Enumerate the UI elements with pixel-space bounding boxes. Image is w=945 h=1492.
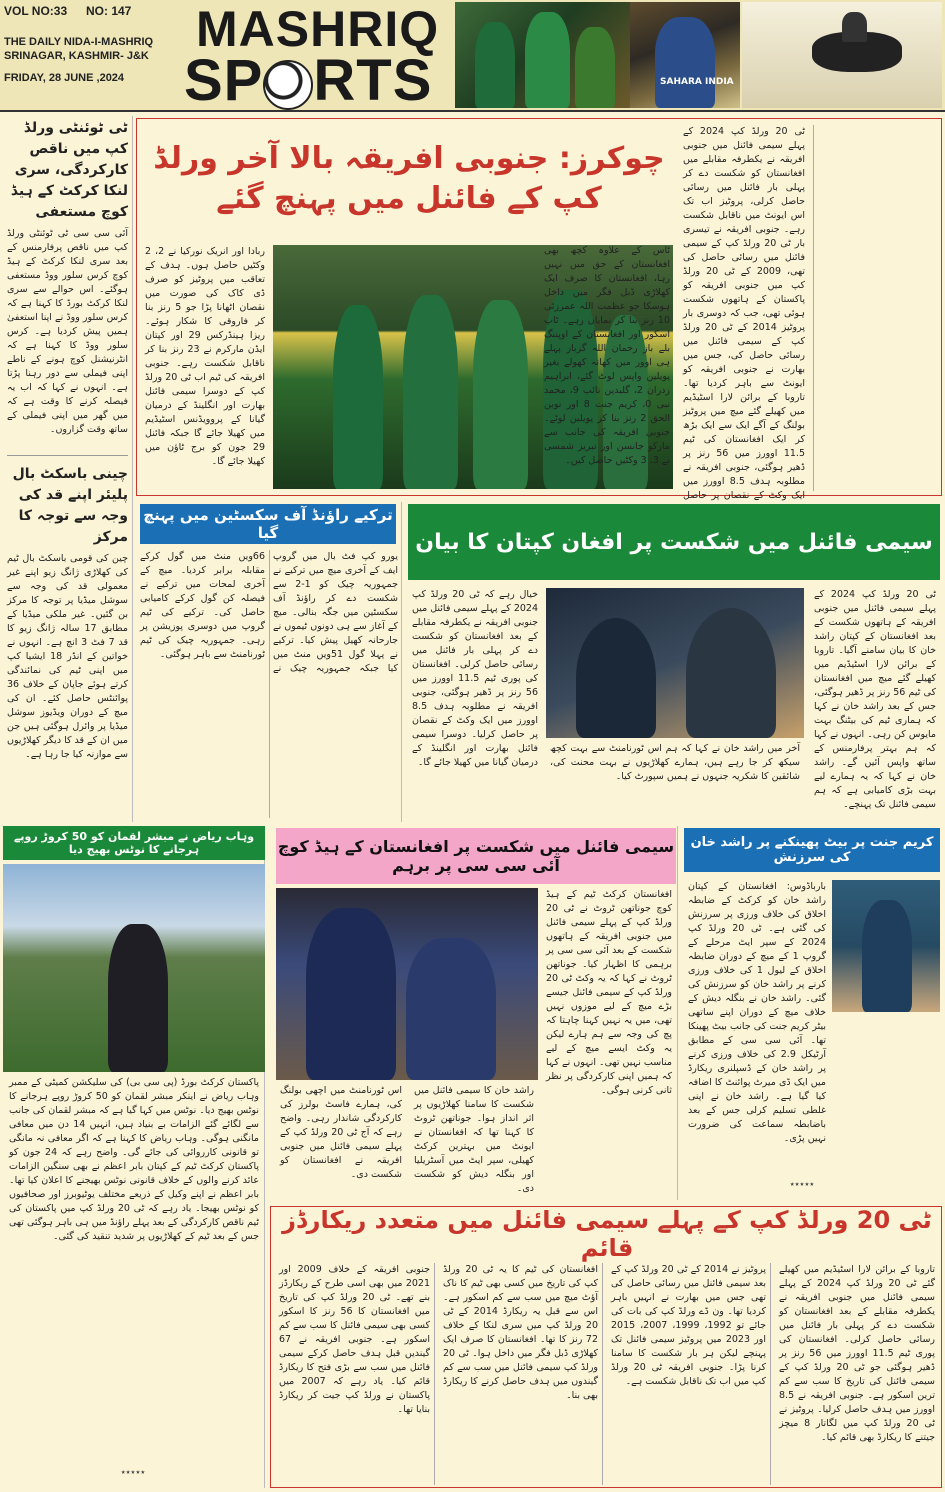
- records-story: [270, 1206, 942, 1488]
- coach-story: [270, 826, 678, 1200]
- divider: [7, 455, 128, 456]
- football-icon: [263, 60, 313, 110]
- wahab-story: [3, 826, 265, 1488]
- rashid-story: [682, 826, 942, 1200]
- wahab-body: پاکستان کرکٹ بورڈ (پی سی بی) کی سلیکشن کمیٹی کے ممبر وہاب ریاض نے اینکر مبشر لقمان کو 50 کروڑ روپے ہرجانے کا نوٹس بھیج دیا۔ نوٹس میں کہا گیا ہے کہ مبشر لقمان کی جانب سے لگائے گئے الزامات بے بنیاد ہیں، انہیں 14 دن میں معافی مانگنی ہوگی۔ وہاب ریاض کا کہنا ہے کہ اگر معافی نہ مانگی تو قانونی کارروائی کی جائے گی۔ واضح رہے کہ 24 جون کو پاکستان کرکٹ ٹیم کے کپتان بابر اعظم نے بھی سنگین الزامات عائد کرنے والوں کے خلاف قانونی نوٹس بھیجنے کا اعلان کیا تھا۔ بابر اعظم نے اپنے وکیل کے ذریعے مختلف یوٹیوبرز اور صحافیوں کو نوٹس بھیجا۔ یاد رہے کہ ٹی 20 ورلڈ کپ میں پاکستان کی ٹیم ناقص کارکردگی کے بعد پہلے راؤنڈ میں ہی باہر ہوگئی تھی جس کے بعد ٹیم کے کھلاڑیوں پر شدید تنقید کی گئی۔: [9, 1077, 260, 1242]
- wahab-photo: [3, 864, 265, 1072]
- publisher-location: SRINAGAR, KASHMIR- J&K: [4, 50, 149, 62]
- publisher-name: THE DAILY NIDA-I-MASHRIQ: [4, 36, 154, 48]
- masthead-photo-horse: [742, 2, 942, 108]
- lead-body-col2: ٹاس کے علاوہ کچھ بھی افغانستان کے حق میں نہیں رہا، افغانستان کا صرف ایک کھلاڑی ڈبل فگر میں داخل ہوسکا جو عظمت اللہ عمرزئی 10 رنز بنا کر نمایاں رہے۔ ٹاپ اسکور اور افغانستان کے اوپننگ بلے باز رحمان اللہ گرباز پہلے ہی اوور میں کھاتہ کھولے بغیر پویلین واپس لوٹ گئے، ابراہیم زدران 2، گلبدین نائب 9، محمد نبی 0، کریم جنت 8 اور نوین الحق 2 رنز بنا کر پویلین لوٹے۔ جنوبی افریقہ کی جانب سے مارکو جانسن اور تبریز شمسی نے 3، 3 وکٹیں حاصل کیں۔: [544, 245, 671, 466]
- rashid-body: بارباڈوس: افغانستان کے کپتان راشد خان کو کرکٹ کے ضابطہ اخلاق کی خلاف ورزی پر سرزنش کی گئی ہے۔ ٹی 20 ورلڈ کپ 2024 کے سپر ایٹ مرحلے کے گروپ 1 کے میچ کے دوران ضابطہ اخلاق کے لیول 1 کی خلاف ورزی کرنے پر راشد خان کو سرزنش کی گئی۔ راشد خان نے بنگلہ دیش کے خلاف میچ کے دوران اپنے ساتھی بیٹر کریم جنت کی جانب بیٹ پھینکا تھا۔ آئی سی سی کے مطابق آرٹیکل 2.9 کی خلاف ورزی کرنے پر راشد خان کے ڈسپلنری ریکارڈ میں ایک ڈی میرٹ پوائنٹ کا اضافہ کیا گیا ہے۔ راشد خان نے اپنی غلطی تسلیم کرلی جس کے بعد باضابطہ سماعت کی ضرورت نہیں پڑی۔: [688, 881, 826, 1144]
- coach-body-col3: اس ٹورنامنٹ میں اچھی بولنگ کی، ہمارے فاسٹ بولرز کی کارکردگی شاندار رہی۔ واضح رہے کہ آج ٹی 20 ورلڈ کپ کے پہلے سیمی فائنل میں جنوبی افریقہ نے افغانستان کو شکست دی۔: [280, 1085, 402, 1180]
- basketball-headline: چینی باسکٹ بال پلیئر اپنے قد کی وجہ سے توجہ کا مرکز: [12, 466, 128, 545]
- brand-title-bottom: [184, 48, 433, 113]
- coach-body-col1: افغانستان کرکٹ ٹیم کے ہیڈ کوچ جوناتھن ٹروٹ نے ٹی 20 ورلڈ کپ کے پہلے سیمی فائنل میں جنوبی افریقہ کے ہاتھوں شکست کے بعد آئی سی سی پر برہمی کا اظہار کیا۔ جوناتھن ٹروٹ نے کہا کہ یہ وکٹ ٹی 20 ورلڈ کپ کے سیمی فائنل جیسے بڑے میچ کے لیے موزوں نہیں تھی، میں یہ نہیں کہنا چاہتا کہ پچ کی وجہ سے ہم ہارے لیکن یہ وکٹ ایسے میچ کے لیے مناسب نہیں تھی۔ انہوں نے کہا کہ ہمیں اپنی کارکردگی پر نظر ثانی کرنی ہوگی۔: [546, 889, 672, 1096]
- records-headline: ٹی 20 ورلڈ کپ کے پہلے سیمی فائنل میں متعدد ریکارڈز قائم: [282, 1206, 932, 1262]
- lead-body-col0: [813, 125, 939, 491]
- afghan-captain-body-col2: آخر میں راشد خان نے کہا کہ ہم اس ٹورنامنٹ سے بہت کچھ سیکھ کر جا رہے ہیں، ہمارے کھلاڑیوں نے بہت محنت کی، شائقین کا شکریہ جنہوں نے ہمیں سپورٹ کیا۔: [550, 743, 800, 782]
- lead-headline: چوکرز: جنوبی افریقہ بالا آخر ورلڈ کپ کے فائنل میں پہنچ گئے: [153, 141, 665, 216]
- lead-body-col1: ٹی 20 ورلڈ کپ 2024 کے پہلے سیمی فائنل میں جنوبی افریقہ نے یکطرفہ مقابلے میں افغانستان کو شکست دے کر پہلی بار فائنل میں رسائی حاصل کرلی، پروٹیز اب تک اس ایونٹ میں ناقابل شکست رہے۔ جنوبی افریقہ نے تیسری بار ٹی 20 ورلڈ کپ کے سیمی فائنل میں رسائی حاصل کی تھی، 2009 کے ٹی 20 ورلڈ کپ میں جنوبی افریقہ کو پاکستان کے ہاتھوں شکست ہوئی تھی، جب کہ دوسری بار پروٹیز 2014 کے ٹی 20 ورلڈ کپ کے سیمی فائنل میں رسائی حاصل کی، جس میں بھارت نے جنوبی افریقہ کو ایونٹ سے باہر کردیا تھا۔ تاروبا کے برائن لارا اسٹیڈیم میں کھیلے گئے میچ میں پروٹیز بولنگ کے آگے ایک سے ایک بڑھ کر ایک افغانستان کی ٹیم 11.5 اوورز میں 56 رنز پر ڈھیر ہوگئی، جنوبی افریقہ نے مطلوبہ ہدف 8.5 اوورز میں ایک وکٹ کے نقصان پر حاصل: [683, 126, 806, 501]
- coach-headline: سیمی فائنل میں شکست پر افغانستان کے ہیڈ کوچ آئی سی سی پر برہم: [276, 828, 676, 884]
- afghan-captain-headline: سیمی فائنل میں شکست پر افغان کپتان کا بیان: [408, 504, 940, 580]
- rashid-end-marks: ٭٭٭٭٭: [789, 1180, 815, 1190]
- afghan-captain-body-col3: خیال رہے کہ ٹی 20 ورلڈ کپ 2024 کے پہلے سیمی فائنل میں جنوبی افریقہ نے یکطرفہ مقابلے کے بعد افغانستان کو شکست دے کر پہلی بار فائنل میں رسائی حاصل کرلی۔ افغانستان کی پوری ٹیم 11.5 اوورز میں 56 رنز پر ڈھیر ہوگئی، جنوبی افریقہ نے مطلوبہ ہدف 8.5 اوورز میں ایک وکٹ کے نقصان پر حاصل کرلیا۔ دوسرا سیمی فائنل بھارت اور انگلینڈ کے درمیان گیانا میں کھیلا جائے گا۔: [412, 589, 538, 768]
- afghan-captain-photo: [546, 588, 804, 738]
- records-body-col1: تاروبا کے برائن لارا اسٹیڈیم میں کھیلے گئے ٹی 20 ورلڈ کپ 2024 کے پہلے سیمی فائنل میں جنوبی افریقہ نے یکطرفہ مقابلے کے بعد افغانستان کو شکست دے کر پہلی بار فائنل میں رسائی حاصل کرلی۔ افغانستان کی پوری ٹیم 11.5 اوورز میں 56 رنز پر ڈھیر ہوگئی جو ٹی 20 ورلڈ کپ کے سیمی فائنل کی تاریخ کا سب سے کم ترین اسکور ہے۔ جنوبی افریقہ نے 8.5 اوورز میں ہدف حاصل کرلیا۔ پروٹیز نے ٹی 20 ورلڈ کپ میں لگاتار 8 میچز جیتنے کا ریکارڈ بھی قائم کیا۔: [779, 1264, 935, 1443]
- coach-photo: [276, 888, 538, 1080]
- turkey-story: [136, 502, 402, 822]
- issue-number: NO: 147: [86, 4, 132, 18]
- masthead: [0, 0, 945, 112]
- wahab-headline: وہاب ریاض نے مبشر لقمان کو 50 کروڑ روپے ہرجانے کا نوٹس بھیج دیا: [3, 826, 265, 860]
- srilanka-coach-headline: ٹی ٹوئنٹی ورلڈ کپ میں ناقص کارکردگی، سری لنکا کرکٹ کے ہیڈ کوچ مستعفی: [10, 120, 128, 220]
- afghan-captain-story: [406, 502, 942, 822]
- brand-title-top: MASHRIQ: [196, 1, 440, 57]
- records-body-col3: افغانستان کی ٹیم کا یہ ٹی 20 ورلڈ کپ کی تاریخ میں کسی بھی ٹیم کا ناک آؤٹ میچ میں سب سے کم اسکور ہے۔ اس سے قبل یہ ریکارڈ 2014 کے ٹی 20 ورلڈ کپ میں سری لنکا کے خلاف 72 رنز کا تھا۔ افغانستان کا صرف ایک کھلاڑی ڈبل فگر میں داخل ہوا۔ ٹی 20 ورلڈ کپ سیمی فائنل میں سب سے کم گیندوں میں ہدف حاصل کرنے کا ریکارڈ بھی بنا۔: [439, 1263, 603, 1485]
- basketball-body: چین کی قومی باسکٹ بال ٹیم کی کھلاڑی ژانگ زیو اپنے غیر معمولی قد کی وجہ سے سوشل میڈیا پر توجہ کا مرکز بن گئیں۔ غیر ملکی میڈیا کے مطابق 17 سالہ ژانگ زیو کا قد 7 فٹ 3 انچ ہے۔ انہوں نے خواتین کے انڈر 18 ایشیا کپ میں اپنی ٹیم کی نمائندگی کرتے ہوئے جاپان کے خلاف 36 پوائنٹس حاصل کئے۔ ان کی میچ کے دوران ویڈیوز سوشل میڈیا پر وائرل ہوگئی ہیں جن میں ان کے قد کا دیگر کھلاڑیوں سے موازنہ کیا جا رہا ہے۔: [6, 553, 128, 760]
- brand-title-rts: RTS: [313, 48, 433, 113]
- volume-number: VOL NO:33: [4, 4, 68, 18]
- srilanka-coach-body: آئی سی سی ٹی ٹوئنٹی ورلڈ کپ میں ناقص پرفارمنس کے بعد سری لنکا کرکٹ کے ہیڈ کوچ کرس سلور ووڈ مستعفی ہوگئے۔ اس حوالے سے سری لنکا کرکٹ بورڈ کا کہنا ہے کہ کرس سلور ووڈ نے اپنا استعفیٰ ہمیں پیش کردیا ہے۔ کرس سلور ووڈ کا کہنا ہے کہ انٹرنیشنل کوچ ہونے کے ناطے اپنی فیملی سے دور رہنا پڑتا ہے۔ انہوں نے کہا کہ اب یہ فیصلہ کرنے کا وقت ہے کہ میں گھر میں اپنی فیملی کے ساتھ وقت گزاروں۔: [7, 228, 128, 435]
- jersey-text: SAHARA INDIA: [660, 77, 734, 87]
- wahab-end-marks: ٭٭٭٭٭: [120, 1468, 146, 1478]
- records-body-col4: جنوبی افریقہ کے خلاف 2009 اور 2021 میں بھی اسی طرح کے ریکارڈز بنے تھے۔ ٹی 20 ورلڈ کپ کی تاریخ میں افغانستان کا 56 رنز کا اسکور کسی بھی سیمی فائنل کا سب سے کم اسکور ہے۔ جنوبی افریقہ نے 67 گیندیں قبل ہدف حاصل کرکے سیمی فائنل میں سب سے بڑی فتح کا ریکارڈ قائم کیا۔ یاد رہے کہ 2007 میں پاکستان نے ورلڈ کپ جیت کر ریکارڈ بنایا تھا۔: [275, 1263, 435, 1485]
- issue-date: FRIDAY, 28 JUNE ,2024: [4, 72, 125, 84]
- masthead-photo-batsman: [630, 2, 740, 108]
- afghan-captain-body-col1: ٹی 20 ورلڈ کپ 2024 کے پہلے سیمی فائنل میں جنوبی افریقہ کے ہاتھوں شکست کے بعد افغانستان کے کپتان راشد خان کا بیان سامنے آگیا۔ تاروبا کے برائن لارا اسٹیڈیم میں کھیلے گئے میچ میں افغانستان کی ٹیم 56 رنز پر ڈھیر ہوگئی، جس کے بعد راشد خان نے کہا کہ ہماری ٹیم کی بیٹنگ بہت مایوس کن رہی۔ انہوں نے کہا کہ ہم بہتر پرفارمنس کے ساتھ واپس آئیں گے۔ راشد خان نے کہا کہ یہ ہمارے لیے بہت بڑی کامیابی ہے کہ ہم سیمی فائنل تک پہنچے۔: [814, 589, 937, 810]
- masthead-photo-cricketers: [455, 2, 630, 108]
- left-column: [3, 116, 133, 822]
- rashid-headline: کریم جنت پر بیٹ پھینکنے پر راشد خان کی سرزنش: [684, 828, 940, 872]
- rashid-photo: [832, 880, 940, 1012]
- coach-body-col2: راشد خان کا سیمی فائنل میں شکست کا سامنا کھلاڑیوں پر اثر انداز ہوا۔ جوناتھن ٹروٹ کا کہنا تھا کہ افغانستان نے ایونٹ میں بہترین کرکٹ کھیلی، سپر ایٹ میں آسٹریلیا اور بنگلہ دیش کو شکست دی۔: [414, 1085, 534, 1194]
- lead-story: [136, 118, 942, 501]
- lead-body-col3: ربادا اور انریک نورکیا نے 2، 2 وکٹیں حاصل ہوں۔ ہدف کے تعاقب میں پروٹیز کو صرف ڈی کاک کی صورت میں نقصان اٹھانا پڑا جو 5 رنز بنا کر فاروقی کا شکار ہوئے۔ ریزا ہینڈرکس 29 اور کپتان ایڈن مارکرم نے 23 رنز بنا کر ناقابل شکست رہے۔ جنوبی افریقہ کی ٹیم اب ٹی 20 ورلڈ کپ کے دوسرا سیمی فائنل بھارت اور انگلینڈ کے درمیان گیانا کے پروویڈنس اسٹیڈیم میں کھیلا جائے گا جبکہ فائنل 29 جون کو برج ٹاؤن میں کھیلا جائے گا۔: [145, 246, 266, 467]
- records-body-col2: پروٹیز نے 2014 کے ٹی 20 ورلڈ کپ کے بعد سیمی فائنل میں رسائی حاصل کی تھی جس میں بھارت نے انہیں باہر کردیا تھا۔ ون ڈے ورلڈ کپ کی بات کی جائے تو 1992، 1999، 2007، 2015 اور 2023 میں پروٹیز سیمی فائنل تک پہنچے لیکن ہر بار شکست کا سامنا کرنا پڑا۔ جنوبی افریقہ ٹی 20 ورلڈ کپ میں اب تک ناقابل شکست ہے۔: [607, 1263, 771, 1485]
- turkey-body: یورو کپ فٹ بال میں گروپ ایف کے آخری میچ میں ترکیے نے جمہوریہ چیک کو 1-2 سے شکست دے کر راؤنڈ آف سکسٹین میں جگہ بنالی۔ میچ کے آغاز سے ہی دونوں ٹیموں نے جارحانہ کھیل پیش کیا۔ ترکیے نے پہلا گول 51ویں منٹ میں کیا جبکہ جمہوریہ چیک نے 66ویں منٹ میں گول کرکے مقابلہ برابر کردیا۔ میچ کے آخری لمحات میں ترکیے نے فیصلہ کن گول کرکے کامیابی حاصل کی۔ ترکیے کی ٹیم گروپ میں دوسری پوزیشن پر رہی۔ جمہوریہ چیک کی ٹیم ٹورنامنٹ سے باہر ہوگئی۔: [140, 551, 398, 674]
- brand-title-sp: SP: [184, 48, 264, 113]
- turkey-headline: ترکیے راؤنڈ آف سکسٹین میں پہنچ گیا: [140, 504, 396, 544]
